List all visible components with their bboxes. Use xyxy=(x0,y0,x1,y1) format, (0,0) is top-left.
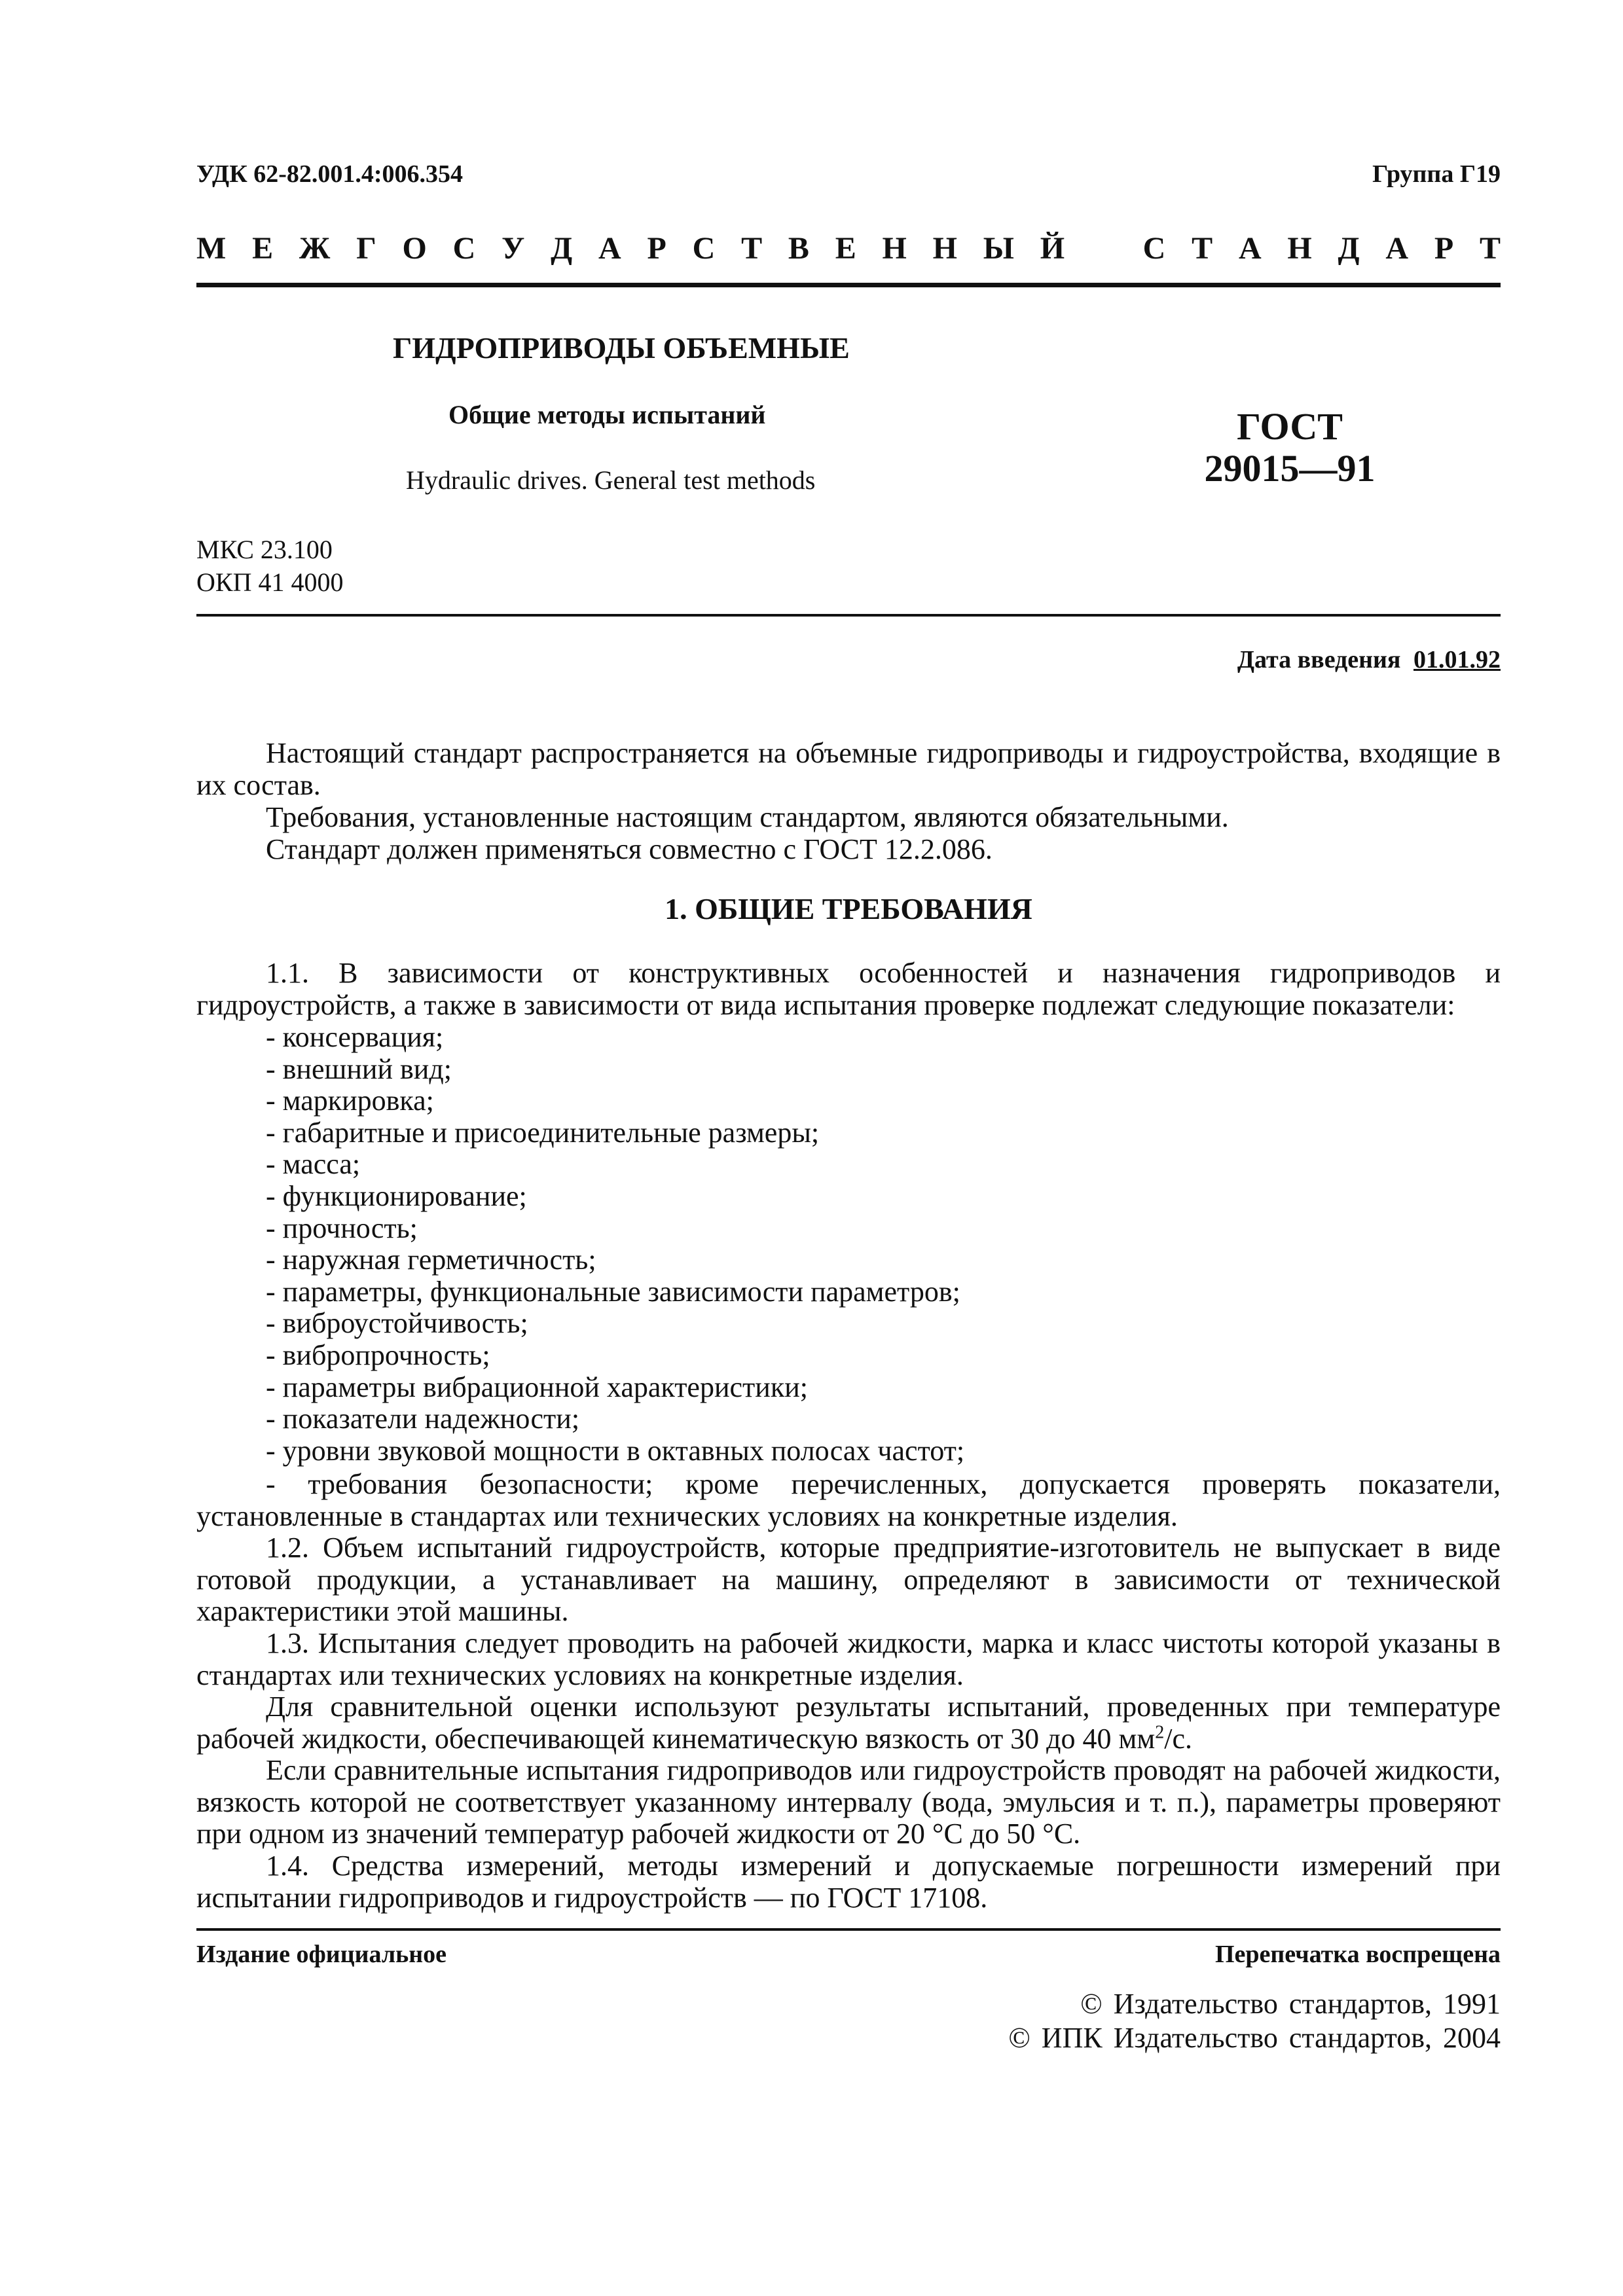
banner-word-gap xyxy=(1091,229,1117,268)
introduction-date-label: Дата введения xyxy=(1237,646,1401,673)
banner-letter: С xyxy=(1142,231,1166,266)
banner-letter: В xyxy=(788,231,809,266)
banner-letter: А xyxy=(1238,231,1262,266)
copyright-1991: © Издательство стандартов, 1991 xyxy=(1080,1988,1501,2020)
codes-rule xyxy=(196,614,1501,617)
list-item: - наружная герметичность; xyxy=(266,1244,596,1276)
reprint-prohibited: Перепечатка воспрещена xyxy=(1214,1941,1501,1968)
comparison-unit: /с. xyxy=(1164,1722,1193,1755)
section-1-heading: 1. ОБЩИЕ ТРЕБОВАНИЯ xyxy=(665,892,1032,925)
banner-letter: Т xyxy=(1479,231,1501,266)
banner-letter: Н xyxy=(932,231,957,266)
banner-letter: Й xyxy=(1040,231,1065,266)
mks-code: МКС 23.100 xyxy=(196,535,333,564)
document-title: ГИДРОПРИВОДЫ ОБЪЕМНЫЕ xyxy=(393,331,850,365)
document-subtitle: Общие методы испытаний xyxy=(448,400,766,429)
introduction-date-value: 01.01.92 xyxy=(1413,646,1501,673)
banner-letter: Ы xyxy=(983,231,1014,266)
banner-letter: Т xyxy=(1192,231,1213,266)
list-item: - виброустойчивость; xyxy=(266,1307,528,1340)
list-item: - внешний вид; xyxy=(266,1052,452,1085)
list-item: - функционирование; xyxy=(266,1180,527,1212)
intro-scope-paragraph: Настоящий стандарт распространяется на объемные гидроприводы и гидроустройства, входящие в их состав. xyxy=(196,737,1501,801)
banner-letter: Г xyxy=(356,231,376,266)
footer-rule xyxy=(196,1928,1501,1931)
banner-letter: Р xyxy=(1434,231,1454,266)
banner-letter: Р xyxy=(647,231,666,266)
banner-letter: М xyxy=(196,231,227,266)
banner-letter: Д xyxy=(1338,231,1360,266)
banner-letter: О xyxy=(402,231,427,266)
banner-letter: Е xyxy=(252,231,274,266)
clause-1-2-paragraph: 1.2. Объем испытаний гидроустройств, которые предприятие-изготовитель не выпускает в виде готовой продукции, а устанавливает на машину, определяют в зависимости от технической характеристики этой машины. xyxy=(196,1532,1501,1628)
list-item: - консервация; xyxy=(266,1021,444,1053)
banner-letter: Н xyxy=(1287,231,1312,266)
banner-letter: Е xyxy=(835,231,856,266)
okp-code: ОКП 41 4000 xyxy=(196,567,344,597)
document-title-english: Hydraulic drives. General test methods xyxy=(406,465,816,495)
gost-number: 29015—91 xyxy=(1204,447,1376,490)
list-item: - масса; xyxy=(266,1148,361,1181)
list-item-safety: - требования безопасности; кроме перечисленных, допускается проверять показатели, установленные в стандартах или технических условиях на конкретные изделия. xyxy=(196,1468,1501,1532)
udk-code: УДК 62-82.001.4:006.354 xyxy=(196,160,464,188)
banner-letter: А xyxy=(1385,231,1409,266)
list-item: - показатели надежности; xyxy=(266,1403,580,1435)
banner-letter: Т xyxy=(741,231,763,266)
list-item: - параметры, функциональные зависимости параметров; xyxy=(266,1275,960,1308)
group-code: Группа Г19 xyxy=(1372,160,1501,188)
official-edition: Издание официальное xyxy=(196,1941,447,1968)
list-item: - габаритные и присоединительные размеры; xyxy=(266,1116,820,1149)
clause-1-3-paragraph: 1.3. Испытания следует проводить на рабочей жидкости, марка и класс чистоты которой указаны в стандартах или технических условиях на конкретные изделия. xyxy=(196,1627,1501,1691)
list-item: - прочность; xyxy=(266,1211,418,1244)
copyright-2004: © ИПК Издательство стандартов, 2004 xyxy=(1008,2022,1501,2054)
banner-letter: А xyxy=(598,231,621,266)
superscript-2: 2 xyxy=(1155,1721,1165,1742)
list-item: - маркировка; xyxy=(266,1085,434,1117)
banner-letter: Н xyxy=(882,231,907,266)
standard-banner xyxy=(196,229,1501,268)
banner-letter: С xyxy=(452,231,476,266)
list-item: - уровни звуковой мощности в октавных полосах частот; xyxy=(266,1434,965,1467)
clause-1-1-paragraph: 1.1. В зависимости от конструктивных особенностей и назначения гидроприводов и гидроустройств, а также в зависимости от вида испытания проверке подлежат следующие показатели: xyxy=(196,957,1501,1021)
list-item: - вибропрочность; xyxy=(266,1339,490,1371)
intro-mandatory-paragraph: Требования, установленные настоящим стандартом, являются обязательными. xyxy=(266,801,1229,833)
banner-letter: Д xyxy=(551,231,573,266)
intro-joint-use-paragraph: Стандарт должен применяться совместно с ГОСТ 12.2.086. xyxy=(266,833,993,865)
banner-letter: Ж xyxy=(299,231,331,266)
list-item: - параметры вибрационной характеристики; xyxy=(266,1371,808,1403)
introduction-date xyxy=(1237,645,1501,674)
comparison-paragraph xyxy=(196,1691,1501,1755)
banner-rule xyxy=(196,283,1501,287)
banner-letter: У xyxy=(501,231,525,266)
viscosity-paragraph: Если сравнительные испытания гидроприводов или гидроустройств проводят на рабочей жидкости, вязкость которой не соответствует указанному интервалу (вода, эмульсия и т. п.), параметры проверяют при одном из значений температур рабочей жидкости от 20 °С до 50 °С. xyxy=(196,1754,1501,1850)
banner-letter: С xyxy=(692,231,716,266)
comparison-text: Для сравнительной оценки используют результаты испытаний, проведенных при температуре рабочей жидкости, обеспечивающей кинематическую вязкость от 30 до 40 мм xyxy=(196,1691,1501,1755)
clause-1-4-paragraph: 1.4. Средства измерений, методы измерений и допускаемые погрешности измерений при испытании гидроприводов и гидроустройств — по ГОСТ 17108. xyxy=(196,1850,1501,1914)
gost-label: ГОСТ xyxy=(1237,405,1343,448)
